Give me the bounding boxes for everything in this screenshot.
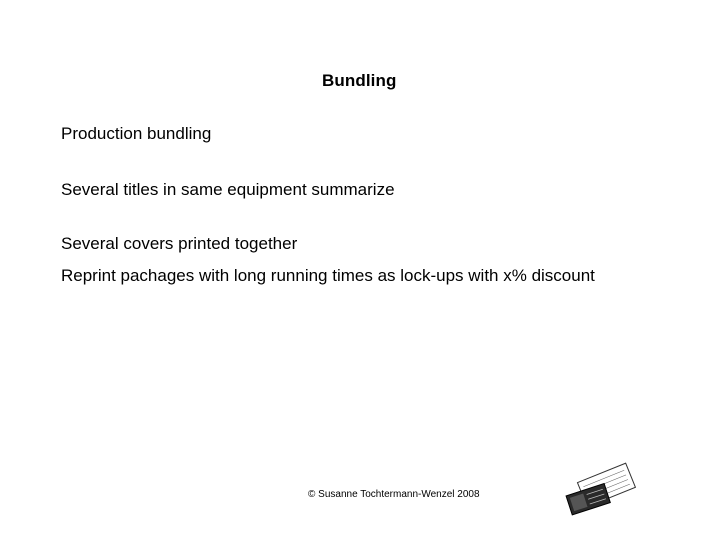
slide-title: Bundling	[322, 71, 397, 90]
bullet-item: Production bundling	[61, 124, 212, 143]
bullet-item: Several covers printed together	[61, 234, 298, 253]
copyright-footer: © Susanne Tochtermann-Wenzel 2008	[308, 489, 480, 500]
ticket-booklet-icon	[562, 458, 640, 520]
bullet-item: Reprint pachages with long running times as lock-ups with x% discount	[61, 266, 595, 285]
bullet-item: Several titles in same equipment summarize	[61, 180, 395, 199]
